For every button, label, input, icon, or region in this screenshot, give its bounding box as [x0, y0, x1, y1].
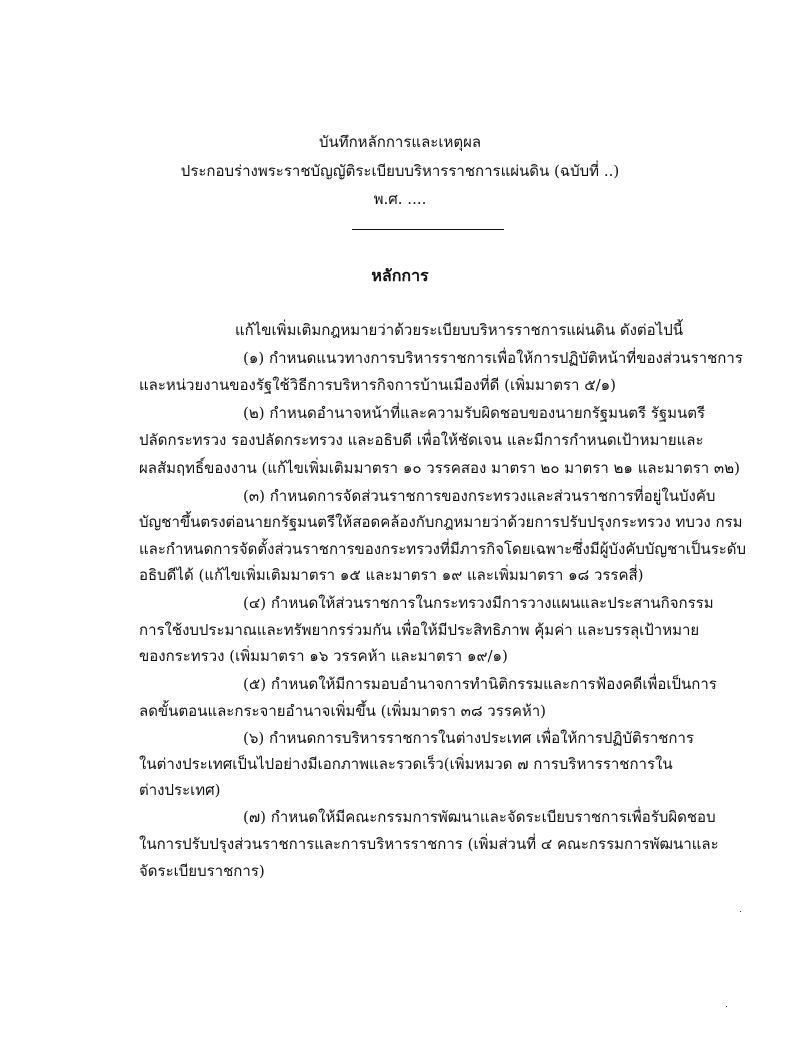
item-4-line-2: การใช้งบประมาณและทรัพยากรร่วมกัน เพื่อให้มีประสิทธิภาพ คุ้มค่า และบรรลุเป้าหมาย	[139, 621, 700, 639]
section-heading: หลักการ	[371, 266, 429, 285]
document-year: พ.ศ. ....	[373, 190, 427, 208]
item-7-line-1: (๗) กำหนดให้มีคณะกรรมการพัฒนาและจัดระเบียบราชการเพื่อรับผิดชอบ	[243, 808, 716, 826]
item-5-line-2: ลดขั้นตอนและกระจายอำนาจเพิ่มขึ้น (เพิ่มมาตรา ๓๘ วรรคห้า)	[139, 702, 547, 720]
item-6-line-1: (๖) กำหนดการบริหารราชการในต่างประเทศ เพื่อให้การปฏิบัติราชการ	[243, 729, 694, 747]
item-2-line-2: ปลัดกระทรวง รองปลัดกระทรวง และอธิบดี เพื่อให้ชัดเจน และมีการกำหนดเป้าหมายและ	[139, 431, 704, 449]
item-5-line-1: (๕) กำหนดให้มีการมอบอำนาจการทำนิติกรรมและการฟ้องคดีเพื่อเป็นการ	[243, 675, 717, 693]
title-underline	[352, 229, 504, 230]
item-4-line-1: (๔) กำหนดให้ส่วนราชการในกระทรวงมีการวางแผนและประสานกิจกรรม	[243, 594, 714, 612]
item-1-line-2: และหน่วยงานของรัฐใช้วิธีการบริหารกิจการบ้านเมืองที่ดี (เพิ่มมาตรา ๕/๑)	[139, 376, 616, 394]
item-7-line-2: ในการปรับปรุงส่วนราชการและการบริหารราชการ (เพิ่มส่วนที่ ๔ คณะกรรมการพัฒนาและ	[139, 835, 719, 853]
item-3-line-2: บัญชาขึ้นตรงต่อนายกรัฐมนตรีให้สอดคล้องกับกฎหมายว่าด้วยการปรับปรุงกระทรวง ทบวง กรม	[139, 513, 743, 531]
intro-paragraph: แก้ไขเพิ่มเติมกฎหมายว่าด้วยระเบียบบริหารราชการแผ่นดิน ดังต่อไปนี้	[235, 321, 683, 339]
scan-speck	[726, 1006, 727, 1007]
item-6-line-3: ต่างประเทศ)	[139, 781, 221, 799]
item-6-line-2: ในต่างประเทศเป็นไปอย่างมีเอกภาพและรวดเร็ว(เพิ่มหมวด ๗ การบริหารราชการใน	[139, 755, 673, 773]
item-2-line-1: (๒) กำหนดอำนาจหน้าที่และความรับผิดชอบของนายกรัฐมนตรี รัฐมนตรี	[243, 404, 706, 422]
document-subtitle: ประกอบร่างพระราชบัญญัติระเบียบบริหารราชการแผ่นดิน (ฉบับที่ ..)	[180, 162, 620, 180]
item-2-line-3: ผลสัมฤทธิ์ของงาน (แก้ไขเพิ่มเติมมาตรา ๑๐ วรรคสอง มาตรา ๒๐ มาตรา ๒๑ และมาตรา ๓๒)	[139, 459, 740, 477]
item-1-line-1: (๑) กำหนดแนวทางการบริหารราชการเพื่อให้การปฏิบัติหน้าที่ของส่วนราชการ	[243, 349, 743, 367]
scan-speck	[740, 911, 741, 912]
item-3-line-3: และกำหนดการจัดตั้งส่วนราชการของกระทรวงที่มีภารกิจโดยเฉพาะซึ่งมีผู้บังคับบัญชาเป็นระดับ	[139, 540, 747, 558]
item-4-line-3: ของกระทรวง (เพิ่มมาตรา ๑๖ วรรคห้า และมาตรา ๑๙/๑)	[139, 647, 508, 665]
document-title: บันทึกหลักการและเหตุผล	[318, 133, 482, 151]
item-3-line-4: อธิบดีได้ (แก้ไขเพิ่มเติมมาตรา ๑๕ และมาตรา ๑๙ และเพิ่มมาตรา ๑๘ วรรคสี่)	[139, 566, 644, 584]
item-3-line-1: (๓) กำหนดการจัดส่วนราชการของกระทรวงและส่วนราชการที่อยู่ในบังคับ	[243, 487, 716, 505]
item-7-line-3: จัดระเบียบราชการ)	[139, 862, 265, 880]
